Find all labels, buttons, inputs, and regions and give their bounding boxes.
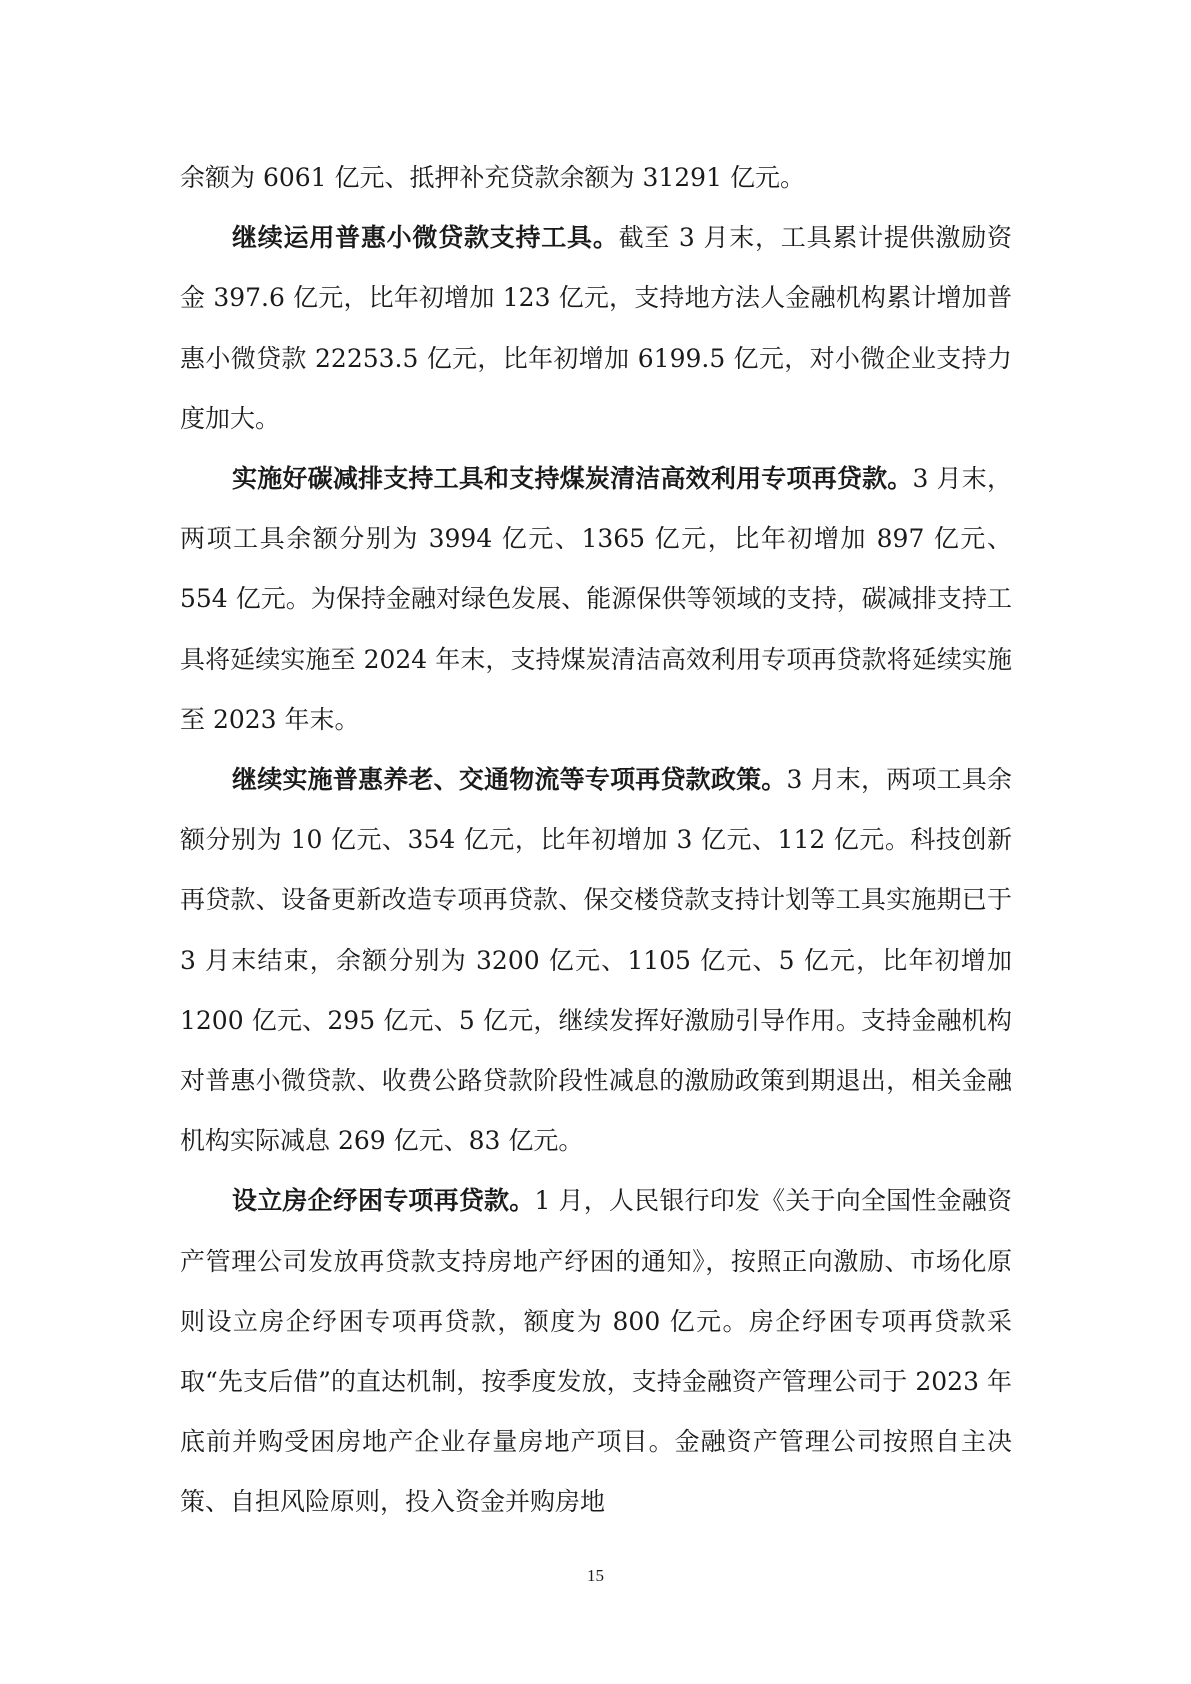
- paragraph-text: 1 月，人民银行印发《关于向全国性金融资产管理公司发放再贷款支持房地产纾困的通知》，按照正向激励、市场化原则设立房企纾困专项再贷款，额度为 800 亿元。房企纾困专项再贷款采取“先支后借”的直达机制，按季度发放，支持金融资产管理公司于 2023 年底前并购受困房地产企业存量房地产项目。金融资产管理公司按照自主决策、自担风险原则，投入资金并购房地: [180, 1186, 1012, 1517]
- paragraph-real-estate-relief: [180, 1171, 1012, 1532]
- paragraph-heading: 继续实施普惠养老、交通物流等专项再贷款政策。: [232, 765, 787, 795]
- paragraph-carbon-tool: [180, 449, 1012, 750]
- paragraph-text: 3 月末，两项工具余额分别为 10 亿元、354 亿元，比年初增加 3 亿元、112 亿元。科技创新再贷款、设备更新改造专项再贷款、保交楼贷款支持计划等工具实施期已于 3 月末结束，余额分别为 3200 亿元、1105 亿元、5 亿元，比年初增加 1200 亿元、295 亿元、5 亿元，继续发挥好激励引导作用。支持金融机构对普惠小微贷款、收费公路贷款阶段性减息的激励政策到期退出，相关金融机构实际减息 269 亿元、83 亿元。: [180, 765, 1012, 1156]
- paragraph-microloan-tool: [180, 208, 1012, 449]
- paragraph-heading: 设立房企纾困专项再贷款。: [232, 1186, 535, 1216]
- paragraph-text: 余额为 6061 亿元、抵押补充贷款余额为 31291 亿元。: [180, 163, 805, 192]
- body-text: [180, 148, 1012, 1533]
- page-number: 15: [587, 1566, 604, 1585]
- paragraph-continuation: [180, 148, 1012, 208]
- paragraph-text: 3 月末，两项工具余额分别为 3994 亿元、1365 亿元，比年初增加 897 亿元、554 亿元。为保持金融对绿色发展、能源保供等领域的支持，碳减排支持工具将延续实施至 2024 年末，支持煤炭清洁高效利用专项再贷款将延续实施至 2023 年末。: [180, 464, 1012, 734]
- paragraph-heading: 继续运用普惠小微贷款支持工具。: [232, 223, 619, 253]
- paragraph-heading: 实施好碳减排支持工具和支持煤炭清洁高效利用专项再贷款。: [232, 464, 913, 494]
- paragraph-text: 截至 3 月末，工具累计提供激励资金 397.6 亿元，比年初增加 123 亿元，支持地方法人金融机构累计增加普惠小微贷款 22253.5 亿元，比年初增加 6199.5 亿元，对小微企业支持力度加大。: [180, 223, 1012, 433]
- paragraph-eldercare-logistics: [180, 750, 1012, 1171]
